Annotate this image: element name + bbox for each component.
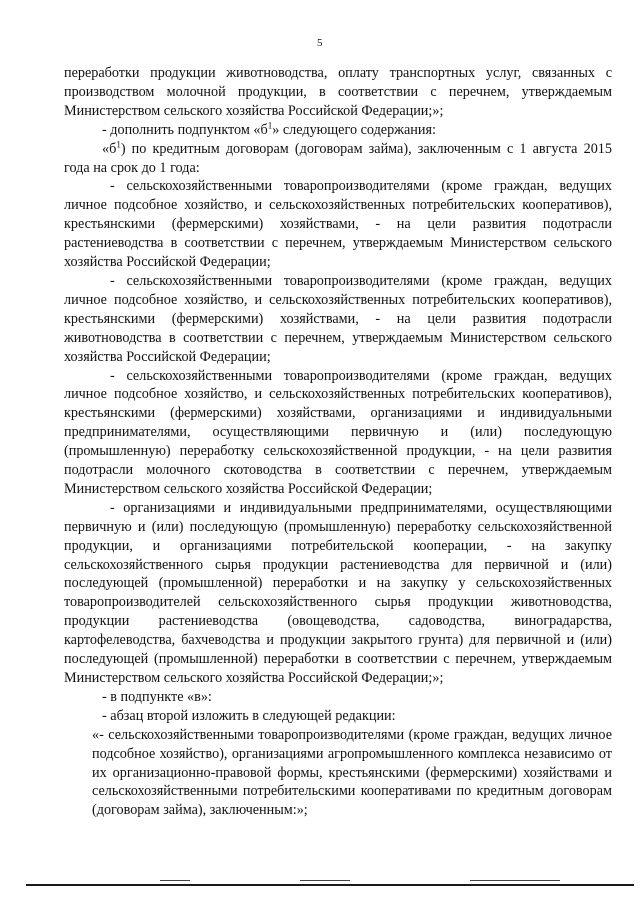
paragraph: - в подпункте «в»: <box>102 688 212 705</box>
paragraph: - абзац второй изложить в следующей редакции: <box>102 707 396 724</box>
scan-mark <box>470 880 560 881</box>
paragraph-b1-heading: «$б^1$) по кредитным договорам (договорам займа), заключенным с 1 августа 2015 года на срок до 1 года: <box>64 138 612 176</box>
scan-mark <box>160 880 190 881</box>
paragraph: - сельскохозяйственными товаропроизводителями (кроме граждан, ведущих личное подсобное хозяйство, и сельскохозяйственных потребительских кооперативов), крестьянскими (фермерскими) хозяйствами, организациями и индивидуальными предпринимателями, осуществляющими первичную и (или) последующую (промышленную) переработку сельскохозяйственной продукции, - на цели развития подотрасли молочного скотоводства в соответствии с перечнем, утверждаемым Министерством сельского хозяйства Российской Федерации; <box>64 367 612 497</box>
paragraph: - сельскохозяйственными товаропроизводителями (кроме граждан, ведущих личное подсобное хозяйство, и сельскохозяйственных потребительских кооперативов), крестьянскими (фермерскими) хозяйствами, - на цели развития подотрасли растениеводства в соответствии с перечнем, утверждаемым Министерством сельского хозяйства Российской Федерации; <box>64 178 612 271</box>
paragraph-quoted: «- сельскохозяйственными товаропроизводителями (кроме граждан, ведущих личное подсобное хозяйство), организациями агропромышленного комплекса независимо от их организационно-правовой формы, крестьянскими (фермерскими) хозяйствами и сельскохозяйственными потребительскими кооперативами по кредитным договорам (договорам займа), заключенным:»; <box>92 726 612 819</box>
page-number: 5 <box>317 37 323 49</box>
paragraph: - сельскохозяйственными товаропроизводителями (кроме граждан, ведущих личное подсобное хозяйство, и сельскохозяйственных потребительских кооперативов), крестьянскими (фермерскими) хозяйствами, - на цели развития подотрасли животноводства в соответствии с перечнем, утверждаемым Министерством сельского хозяйства Российской Федерации; <box>64 272 612 365</box>
scan-mark <box>300 880 350 881</box>
paragraph-b1-intro: - дополнить подпунктом «$б^1$» следующего содержания: <box>102 119 436 138</box>
paragraph: переработки продукции животноводства, оплату транспортных услуг, связанных с производством молочной продукции, в соответствии с перечнем, утверждаемым Министерством сельского хозяйства Российской Федерации;»; <box>64 65 612 119</box>
paragraph: - организациями и индивидуальными предпринимателями, осуществляющими первичную и (или) последующую (промышленную) переработку сельскохозяйственной продукции, и организациями потребительской кооперации, - на закупку сельскохозяйственного сырья продукции растениеводства для первичной и (или) последующей (промышленной) переработки и на закупку у сельскохозяйственных товаропроизводителей сельскохозяйственного сырья продукции животноводства, продукции растениеводства (овощеводства, садоводства, виноградарства, картофелеводства, бахчеводства и продукции закрытого грунта) для первичной и (или) последующей (промышленной) переработки в соответствии с перечнем, утверждаемым Министерством сельского хозяйства Российской Федерации;»; <box>64 499 612 686</box>
document-body <box>64 64 612 820</box>
bottom-rule <box>26 884 634 886</box>
